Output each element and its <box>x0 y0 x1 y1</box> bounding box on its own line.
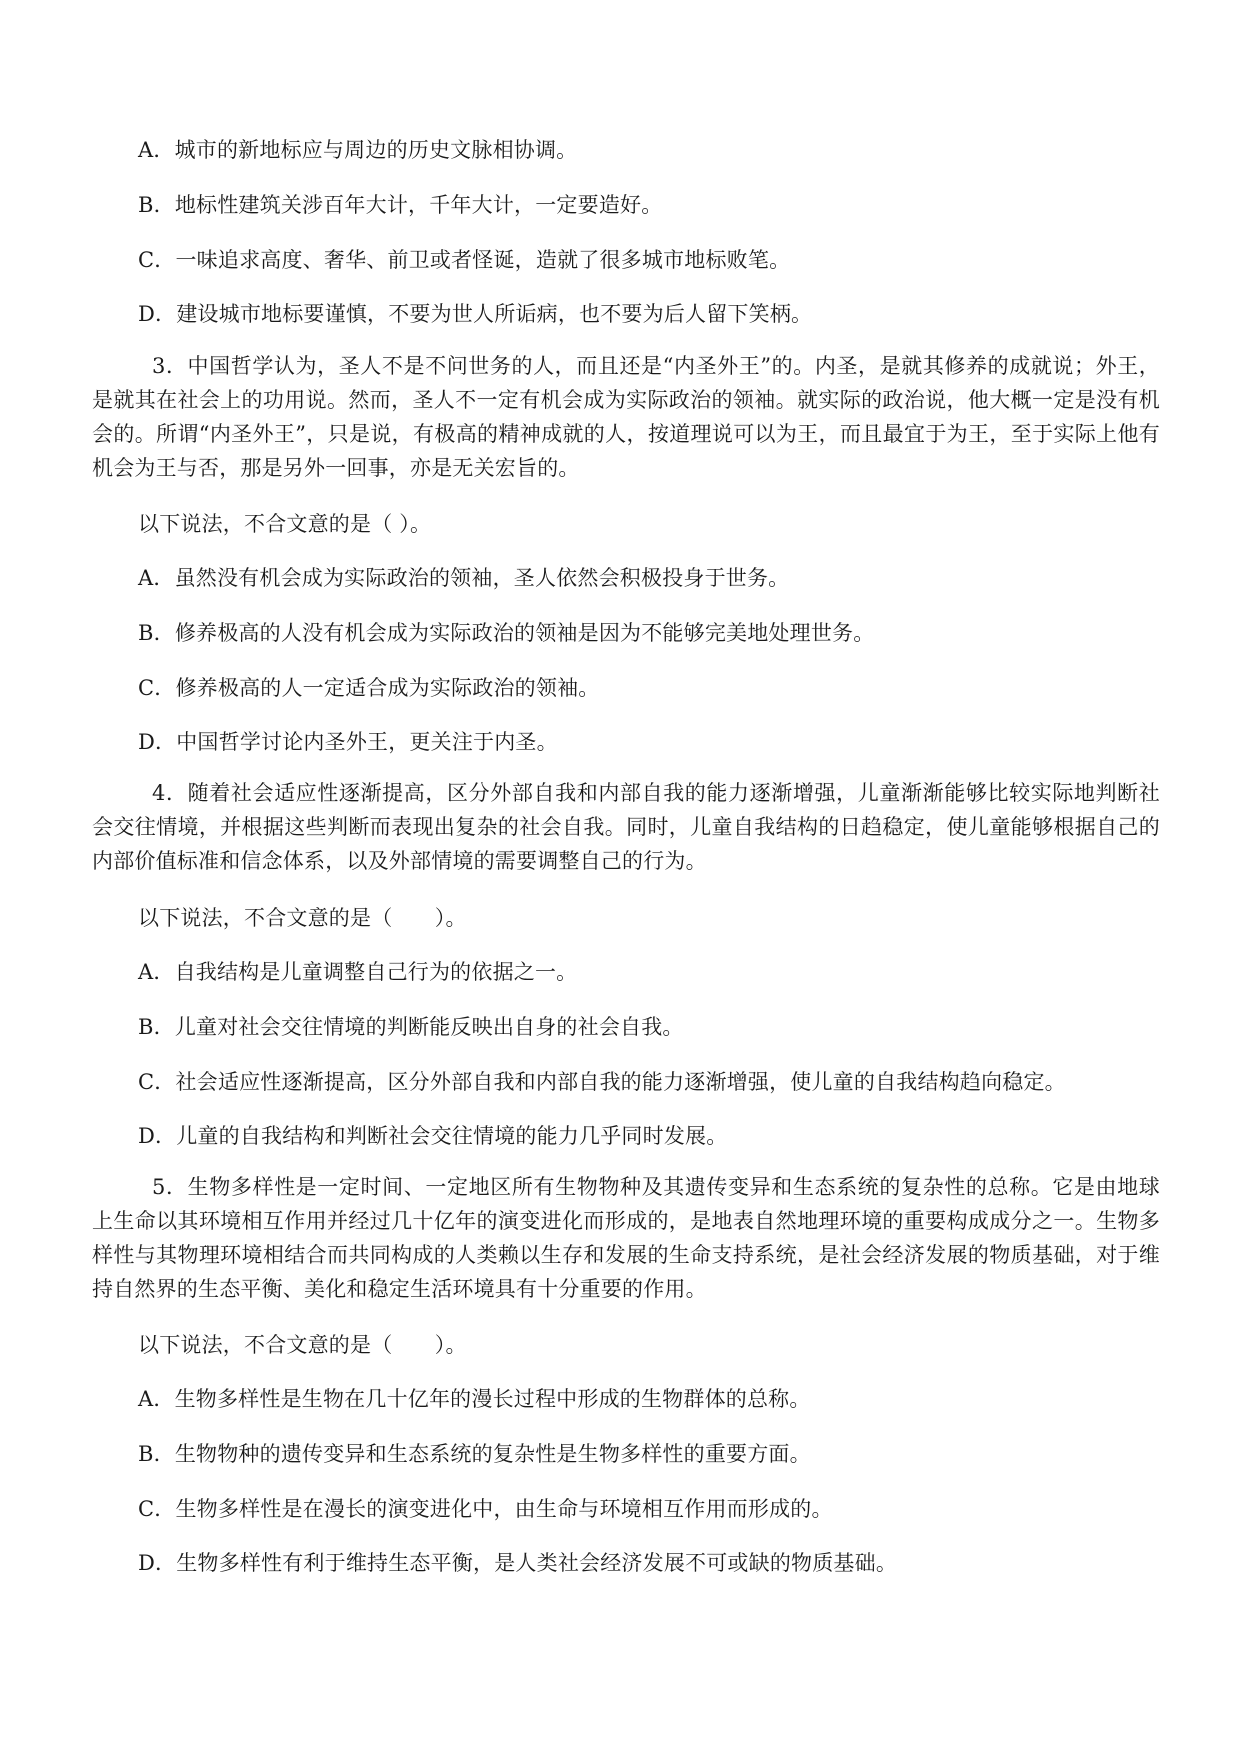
q4-option-a: A．自我结构是儿童调整自己行为的依据之一。 <box>138 960 578 984</box>
q4-passage <box>92 776 1160 878</box>
q3-passage <box>92 349 1160 485</box>
q3-option-b: B．修养极高的人没有机会成为实际政治的领袖是因为不能够完美地处理世务。 <box>138 621 875 645</box>
q3-option-a: A．虽然没有机会成为实际政治的领袖，圣人依然会积极投身于世务。 <box>138 566 790 590</box>
q5-prompt: 以下说法，不合文意的是（ ）。 <box>138 1333 467 1357</box>
q4-prompt: 以下说法，不合文意的是（ ）。 <box>138 906 467 930</box>
q2-option-d: D．建设城市地标要谨慎，不要为世人所诟病，也不要为后人留下笑柄。 <box>138 302 813 326</box>
q5-option-a: A．生物多样性是生物在几十亿年的漫长过程中形成的生物群体的总称。 <box>138 1387 811 1411</box>
q3-option-d: D．中国哲学讨论内圣外王，更关注于内圣。 <box>138 730 558 754</box>
q3-option-c: C．修养极高的人一定适合成为实际政治的领袖。 <box>138 676 600 700</box>
q5-option-c: C．生物多样性是在漫长的演变进化中，由生命与环境相互作用而形成的。 <box>138 1497 833 1521</box>
q3-passage-text: 3．中国哲学认为，圣人不是不问世务的人，而且还是“内圣外王”的。内圣，是就其修养的成就说；外王，是就其在社会上的功用说。然而，圣人不一定有机会成为实际政治的领袖。就实际的政治说，他大概一定是没有机会的。所谓“内圣外王”，只是说，有极高的精神成就的人，按道理说可以为王，而且最宜于为王，至于实际上他有机会为王与否，那是另外一回事，亦是无关宏旨的。 <box>92 354 1160 480</box>
q5-option-d: D．生物多样性有利于维持生态平衡，是人类社会经济发展不可或缺的物质基础。 <box>138 1551 898 1575</box>
q5-passage <box>92 1170 1160 1306</box>
q4-option-b: B．儿童对社会交往情境的判断能反映出自身的社会自我。 <box>138 1015 684 1039</box>
q4-passage-text: 4．随着社会适应性逐渐提高，区分外部自我和内部自我的能力逐渐增强，儿童渐渐能够比较实际地判断社会交往情境，并根据这些判断而表现出复杂的社会自我。同时，儿童自我结构的日趋稳定，使儿童能够根据自己的内部价值标准和信念体系，以及外部情境的需要调整自己的行为。 <box>92 781 1160 873</box>
q2-option-c: C．一味追求高度、奢华、前卫或者怪诞，造就了很多城市地标败笔。 <box>138 248 791 272</box>
q2-option-b: B．地标性建筑关涉百年大计，千年大计，一定要造好。 <box>138 193 663 217</box>
q2-option-a: A．城市的新地标应与周边的历史文脉相协调。 <box>138 138 578 162</box>
q3-prompt: 以下说法，不合文意的是（ ）。 <box>138 512 432 536</box>
q5-passage-text: 5．生物多样性是一定时间、一定地区所有生物物种及其遗传变异和生态系统的复杂性的总称。它是由地球上生命以其环境相互作用并经过几十亿年的演变进化而形成的，是地表自然地理环境的重要构成成分之一。生物多样性与其物理环境相结合而共同构成的人类赖以生存和发展的生命支持系统，是社会经济发展的物质基础，对于维持自然界的生态平衡、美化和稳定生活环境具有十分重要的作用。 <box>92 1175 1160 1301</box>
q4-option-c: C．社会适应性逐渐提高，区分外部自我和内部自我的能力逐渐增强，使儿童的自我结构趋向稳定。 <box>138 1070 1066 1094</box>
q5-option-b: B．生物物种的遗传变异和生态系统的复杂性是生物多样性的重要方面。 <box>138 1442 811 1466</box>
q4-option-d: D．儿童的自我结构和判断社会交往情境的能力几乎同时发展。 <box>138 1124 728 1148</box>
